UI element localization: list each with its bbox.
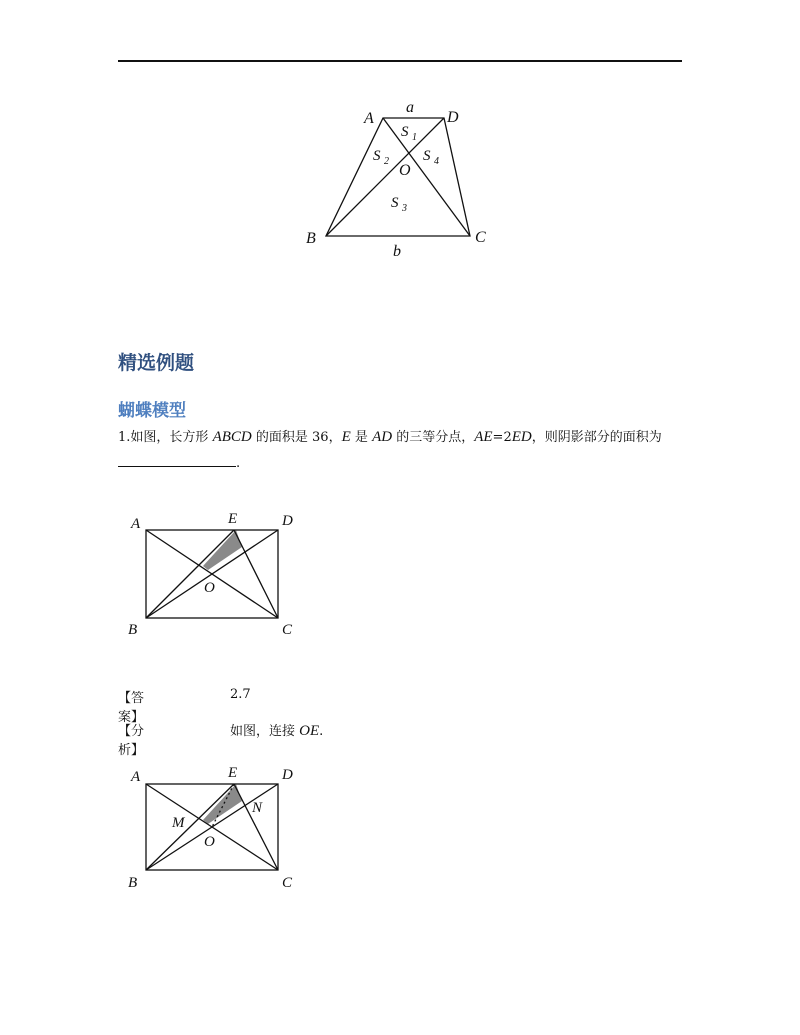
center-o: O: [204, 834, 215, 850]
equation-equals: =2: [492, 430, 512, 445]
analysis-text: [230, 720, 323, 740]
vertex-a: A: [131, 769, 141, 785]
segment-ad: AD: [372, 429, 393, 445]
rectangle-figure-1: [120, 505, 305, 645]
section-subheading: 蝴蝶模型: [118, 401, 186, 421]
answer-tag: 【答案】: [118, 691, 145, 725]
area-s4-sub: 4: [434, 156, 439, 167]
question-end: .: [236, 456, 241, 471]
vertex-b: B: [128, 875, 138, 891]
area-s3-sub: 3: [402, 203, 407, 214]
side-a-label: a: [406, 99, 414, 116]
line-ec: [234, 784, 278, 870]
center-o: O: [204, 580, 215, 596]
area-s2-sub: 2: [384, 156, 389, 167]
analysis-sentence: 如图，连接: [230, 724, 296, 739]
area-s2: S: [373, 148, 381, 164]
rect-name: ABCD: [212, 429, 252, 445]
vertex-d: D: [282, 767, 293, 783]
analysis-tag: 【分析】: [118, 724, 145, 758]
area-s3: S: [391, 195, 399, 211]
vertex-c: C: [475, 229, 486, 246]
vertex-c: C: [282, 622, 293, 638]
point-e: E: [228, 765, 238, 781]
question-text: 的面积是: [255, 430, 308, 445]
trapezoid-figure: [300, 95, 500, 265]
side-b-label: b: [393, 243, 401, 260]
header-rule: [118, 60, 682, 62]
answer-value: 2.7: [230, 687, 251, 702]
line-eb: [146, 530, 234, 618]
vertex-b: B: [128, 622, 138, 638]
question-text: 是: [354, 430, 368, 445]
point-e: E: [228, 511, 238, 527]
question-text: ，: [328, 430, 342, 445]
question-text: ，则阴影部分的面积为: [531, 430, 662, 445]
segment-oe: OE: [299, 723, 320, 739]
vertex-a: A: [131, 516, 141, 532]
vertex-d: D: [447, 109, 459, 126]
vertex-d: D: [282, 513, 293, 529]
area-s1: S: [401, 124, 409, 140]
center-o: O: [399, 162, 411, 179]
answer-blank: [118, 454, 236, 467]
shaded-region: [203, 784, 242, 824]
point-m: M: [172, 815, 185, 831]
vertex-a: A: [364, 110, 374, 127]
analysis-end: .: [319, 724, 324, 739]
shaded-region: [203, 530, 242, 570]
line-eb: [146, 784, 234, 870]
equation-rhs: ED: [511, 429, 532, 445]
area-s1-sub: 1: [412, 132, 417, 143]
line-ec: [234, 530, 278, 618]
area-s4: S: [423, 148, 431, 164]
area-value: 36: [312, 430, 329, 445]
question-number: 1.: [118, 430, 131, 445]
equation-lhs: AE: [474, 429, 493, 445]
vertex-c: C: [282, 875, 293, 891]
point-n: N: [252, 800, 263, 816]
trapezoid-outline: [326, 118, 470, 236]
question-text: 的三等分点，: [396, 430, 475, 445]
vertex-b: B: [306, 230, 316, 247]
question-text: 如图，长方形: [130, 430, 209, 445]
point-e: E: [341, 429, 351, 445]
question-1: [118, 424, 684, 477]
rectangle-figure-2: [120, 760, 305, 895]
section-heading: 精选例题: [118, 352, 195, 374]
